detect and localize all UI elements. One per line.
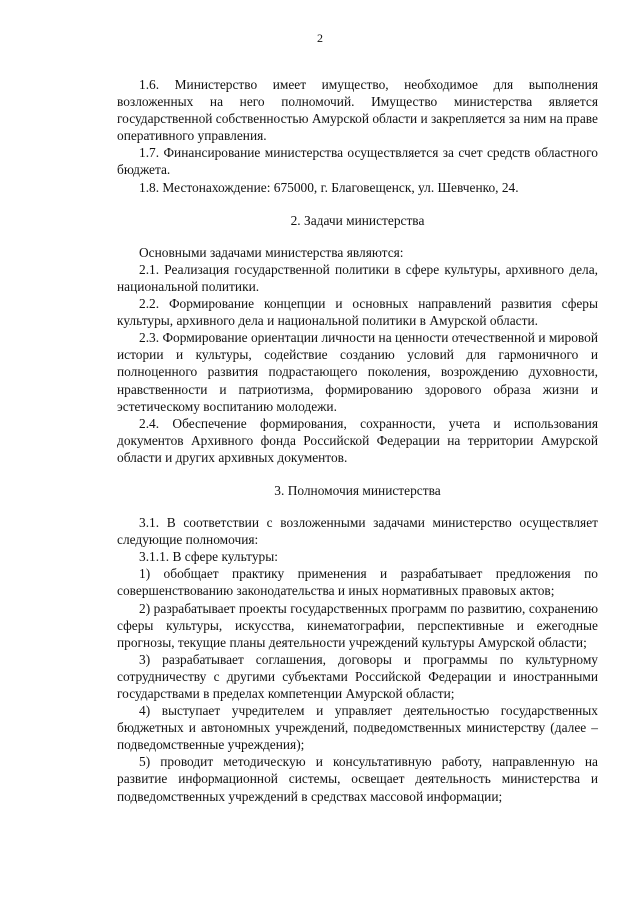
paragraph-1-8: 1.8. Местонахождение: 675000, г. Благовещенск, ул. Шевченко, 24. bbox=[139, 179, 519, 195]
paragraph-1-7: 1.7. Финансирование министерства осуществляется за счет средств областного бюджета. bbox=[117, 145, 598, 178]
section-2-heading: 2. Задачи министерства bbox=[290, 212, 425, 228]
page-number: 2 bbox=[317, 31, 323, 45]
paragraph-2-4: 2.4. Обеспечение формирования, сохранности, учета и использования документов Архивного фонда Российской Федерации на территории Амурской области и других архивных документов. bbox=[117, 415, 598, 465]
paragraph-3-1: 3.1. В соответствии с возложенными задачами министерство осуществляет следующие полномочия: bbox=[117, 515, 598, 548]
list-item-2: 2) разрабатывает проекты государственных программ по развитию, сохранению сферы культуры, искусства, кинематографии, перспективные и ежегодные прогнозы, текущие планы деятельности учреждений культуры Амурской области; bbox=[117, 600, 598, 650]
paragraph-2-intro: Основными задачами министерства являются: bbox=[139, 244, 404, 260]
list-item-5: 5) проводит методическую и консультативную работу, направленную на развитие информационной системы, освещает деятельность министерства и подведомственных учреждений в средствах массовой информации; bbox=[117, 754, 598, 804]
document-body bbox=[117, 76, 598, 805]
paragraph-2-3: 2.3. Формирование ориентации личности на ценности отечественной и мировой истории и культуры, содействие созданию условий для гармоничного и полноценного развития подрастающего поколения, возрождению духовности, нравственности и патриотизма, формированию здорового образа жизни и эстетическому воспитанию молодежи. bbox=[117, 330, 598, 414]
list-item-3: 3) разрабатывает соглашения, договоры и программы по культурному сотрудничеству с другими субъектами Российской Федерации и иностранными государствами в пределах компетенции Амурской области; bbox=[117, 651, 598, 701]
paragraph-1-6: 1.6. Министерство имеет имущество, необходимое для выполнения возложенных на него полномочий. Имущество министерства является государственной собственностью Амурской области и закрепляется за ним на праве оперативного управления. bbox=[117, 77, 598, 144]
paragraph-2-2: 2.2. Формирование концепции и основных направлений развития сферы культуры, архивного дела и национальной политики в Амурской области. bbox=[117, 296, 598, 329]
paragraph-3-1-1: 3.1.1. В сфере культуры: bbox=[139, 549, 278, 565]
list-item-1: 1) обобщает практику применения и разрабатывает предложения по совершенствованию законодательства и иных нормативных правовых актов; bbox=[117, 566, 598, 599]
section-3-heading: 3. Полномочия министерства bbox=[274, 482, 441, 498]
paragraph-2-1: 2.1. Реализация государственной политики в сфере культуры, архивного дела, национальной политики. bbox=[117, 261, 598, 294]
list-item-4: 4) выступает учредителем и управляет деятельностью государственных бюджетных и автономных учреждений, подведомственных министерству (далее – подведомственные учреждения); bbox=[117, 703, 598, 753]
